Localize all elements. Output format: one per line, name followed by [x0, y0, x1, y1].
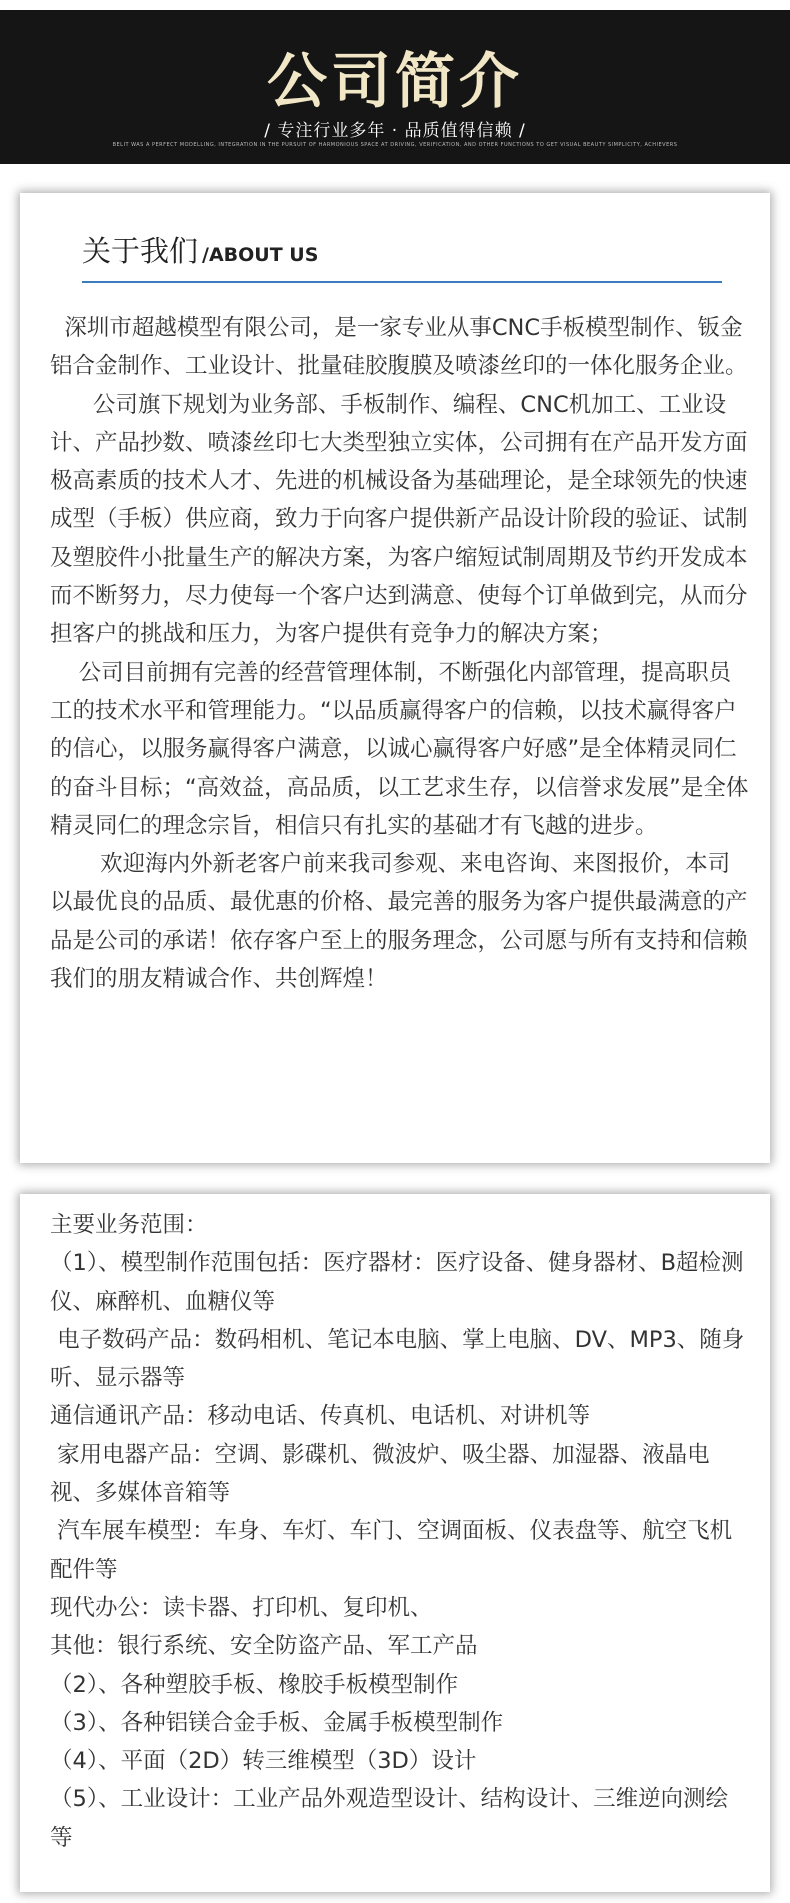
- about-heading-en: /ABOUT US: [202, 244, 319, 266]
- business-scope-card: [20, 1194, 770, 1892]
- banner-fine-print: BELIT WAS A PERFECT MODELLING, INTEGRATION IN THE PURSUIT OF HARMONIOUS SPACE AT DRIVING, VERIFICATION, AND OTHER FUNCTIONS TO GET VISUAL BEAUTY SIMPLICITY, ACHIEVERS: [112, 142, 678, 148]
- about-paragraph: 深圳市超越模型有限公司，是一家专业从事CNC手板模型制作、钣金铝合金制作、工业设计、批量硅胶腹膜及喷漆丝印的一体化服务企业。: [50, 315, 748, 380]
- about-paragraph: 公司旗下规划为业务部、手板制作、编程、CNC机加工、工业设计、产品抄数、喷漆丝印七大类型独立实体，公司拥有在产品开发方面极高素质的技术人才、先进的机械设备为基础理论，是全球领先的快速成型（手板）供应商，致力于向客户提供新产品设计阶段的验证、试制及塑胶件小批量生产的解决方案，为客户缩短试制周期及节约开发成本而不断努力，尽力使每一个客户达到满意、使每个订单做到完，从而分担客户的挑战和压力，为客户提供有竞争力的解决方案；: [50, 391, 748, 648]
- scope-line: 电子数码产品：数码相机、笔记本电脑、掌上电脑、DV、MP3、随身听、显示器等: [50, 1326, 745, 1392]
- about-paragraph: 欢迎海内外新老客户前来我司参观、来电咨询、来图报价，本司以最优良的品质、最优惠的价格、最完善的服务为客户提供最满意的产品是公司的承诺！依存客户至上的服务理念，公司愿与所有支持和信赖我们的朋友精诚合作、共创辉煌！: [50, 851, 748, 993]
- scope-line: 现代办公：读卡器、打印机、复印机、: [50, 1594, 433, 1621]
- scope-title: 主要业务范围：: [50, 1212, 208, 1238]
- about-card: [20, 193, 770, 1163]
- scope-line: （4）、平面（2D）转三维模型（3D）设计: [50, 1748, 477, 1775]
- scope-line: （3）、各种铝镁合金手板、金属手板模型制作: [50, 1709, 504, 1736]
- scope-line: 通信通讯产品：移动电话、传真机、电话机、对讲机等: [50, 1403, 591, 1430]
- scope-line: 其他：银行系统、安全防盗产品、军工产品: [50, 1633, 478, 1660]
- scope-line: （1）、模型制作范围包括：医疗器材：医疗设备、健身器材、B超检测仪、麻醉机、血糖仪等: [50, 1250, 744, 1315]
- page-title: 公司简介: [267, 47, 523, 117]
- scope-line: （2）、各种塑胶手板、橡胶手板模型制作: [50, 1671, 459, 1698]
- about-paragraph: 公司目前拥有完善的经营管理体制，不断强化内部管理，提高职员工的技术水平和管理能力。“以品质赢得客户的信赖，以技术赢得客户的信心，以服务赢得客户满意，以诚心赢得客户好感”是全体精灵同仁的奋斗目标；“高效益，高品质，以工艺求生存，以信誉求发展”是全体精灵同仁的理念宗旨，相信只有扎实的基础才有飞越的进步。: [50, 659, 749, 839]
- about-heading: [82, 229, 318, 270]
- banner-slogan: / 专注行业多年 · 品质值得信赖 /: [264, 121, 526, 141]
- business-scope-list: [50, 1206, 750, 1857]
- header-banner: [0, 10, 790, 164]
- about-text: [50, 309, 750, 998]
- heading-divider: [82, 281, 722, 283]
- scope-line: 汽车展车模型：车身、车灯、车门、空调面板、仪表盘等、航空飞机配件等: [50, 1518, 733, 1583]
- scope-line: 家用电器产品：空调、影碟机、微波炉、吸尘器、加湿器、液晶电视、多媒体音箱等: [50, 1441, 710, 1507]
- scope-line: （5）、工业设计：工业产品外观造型设计、结构设计、三维逆向测绘等: [50, 1786, 729, 1851]
- about-heading-cn: 关于我们: [82, 234, 199, 268]
